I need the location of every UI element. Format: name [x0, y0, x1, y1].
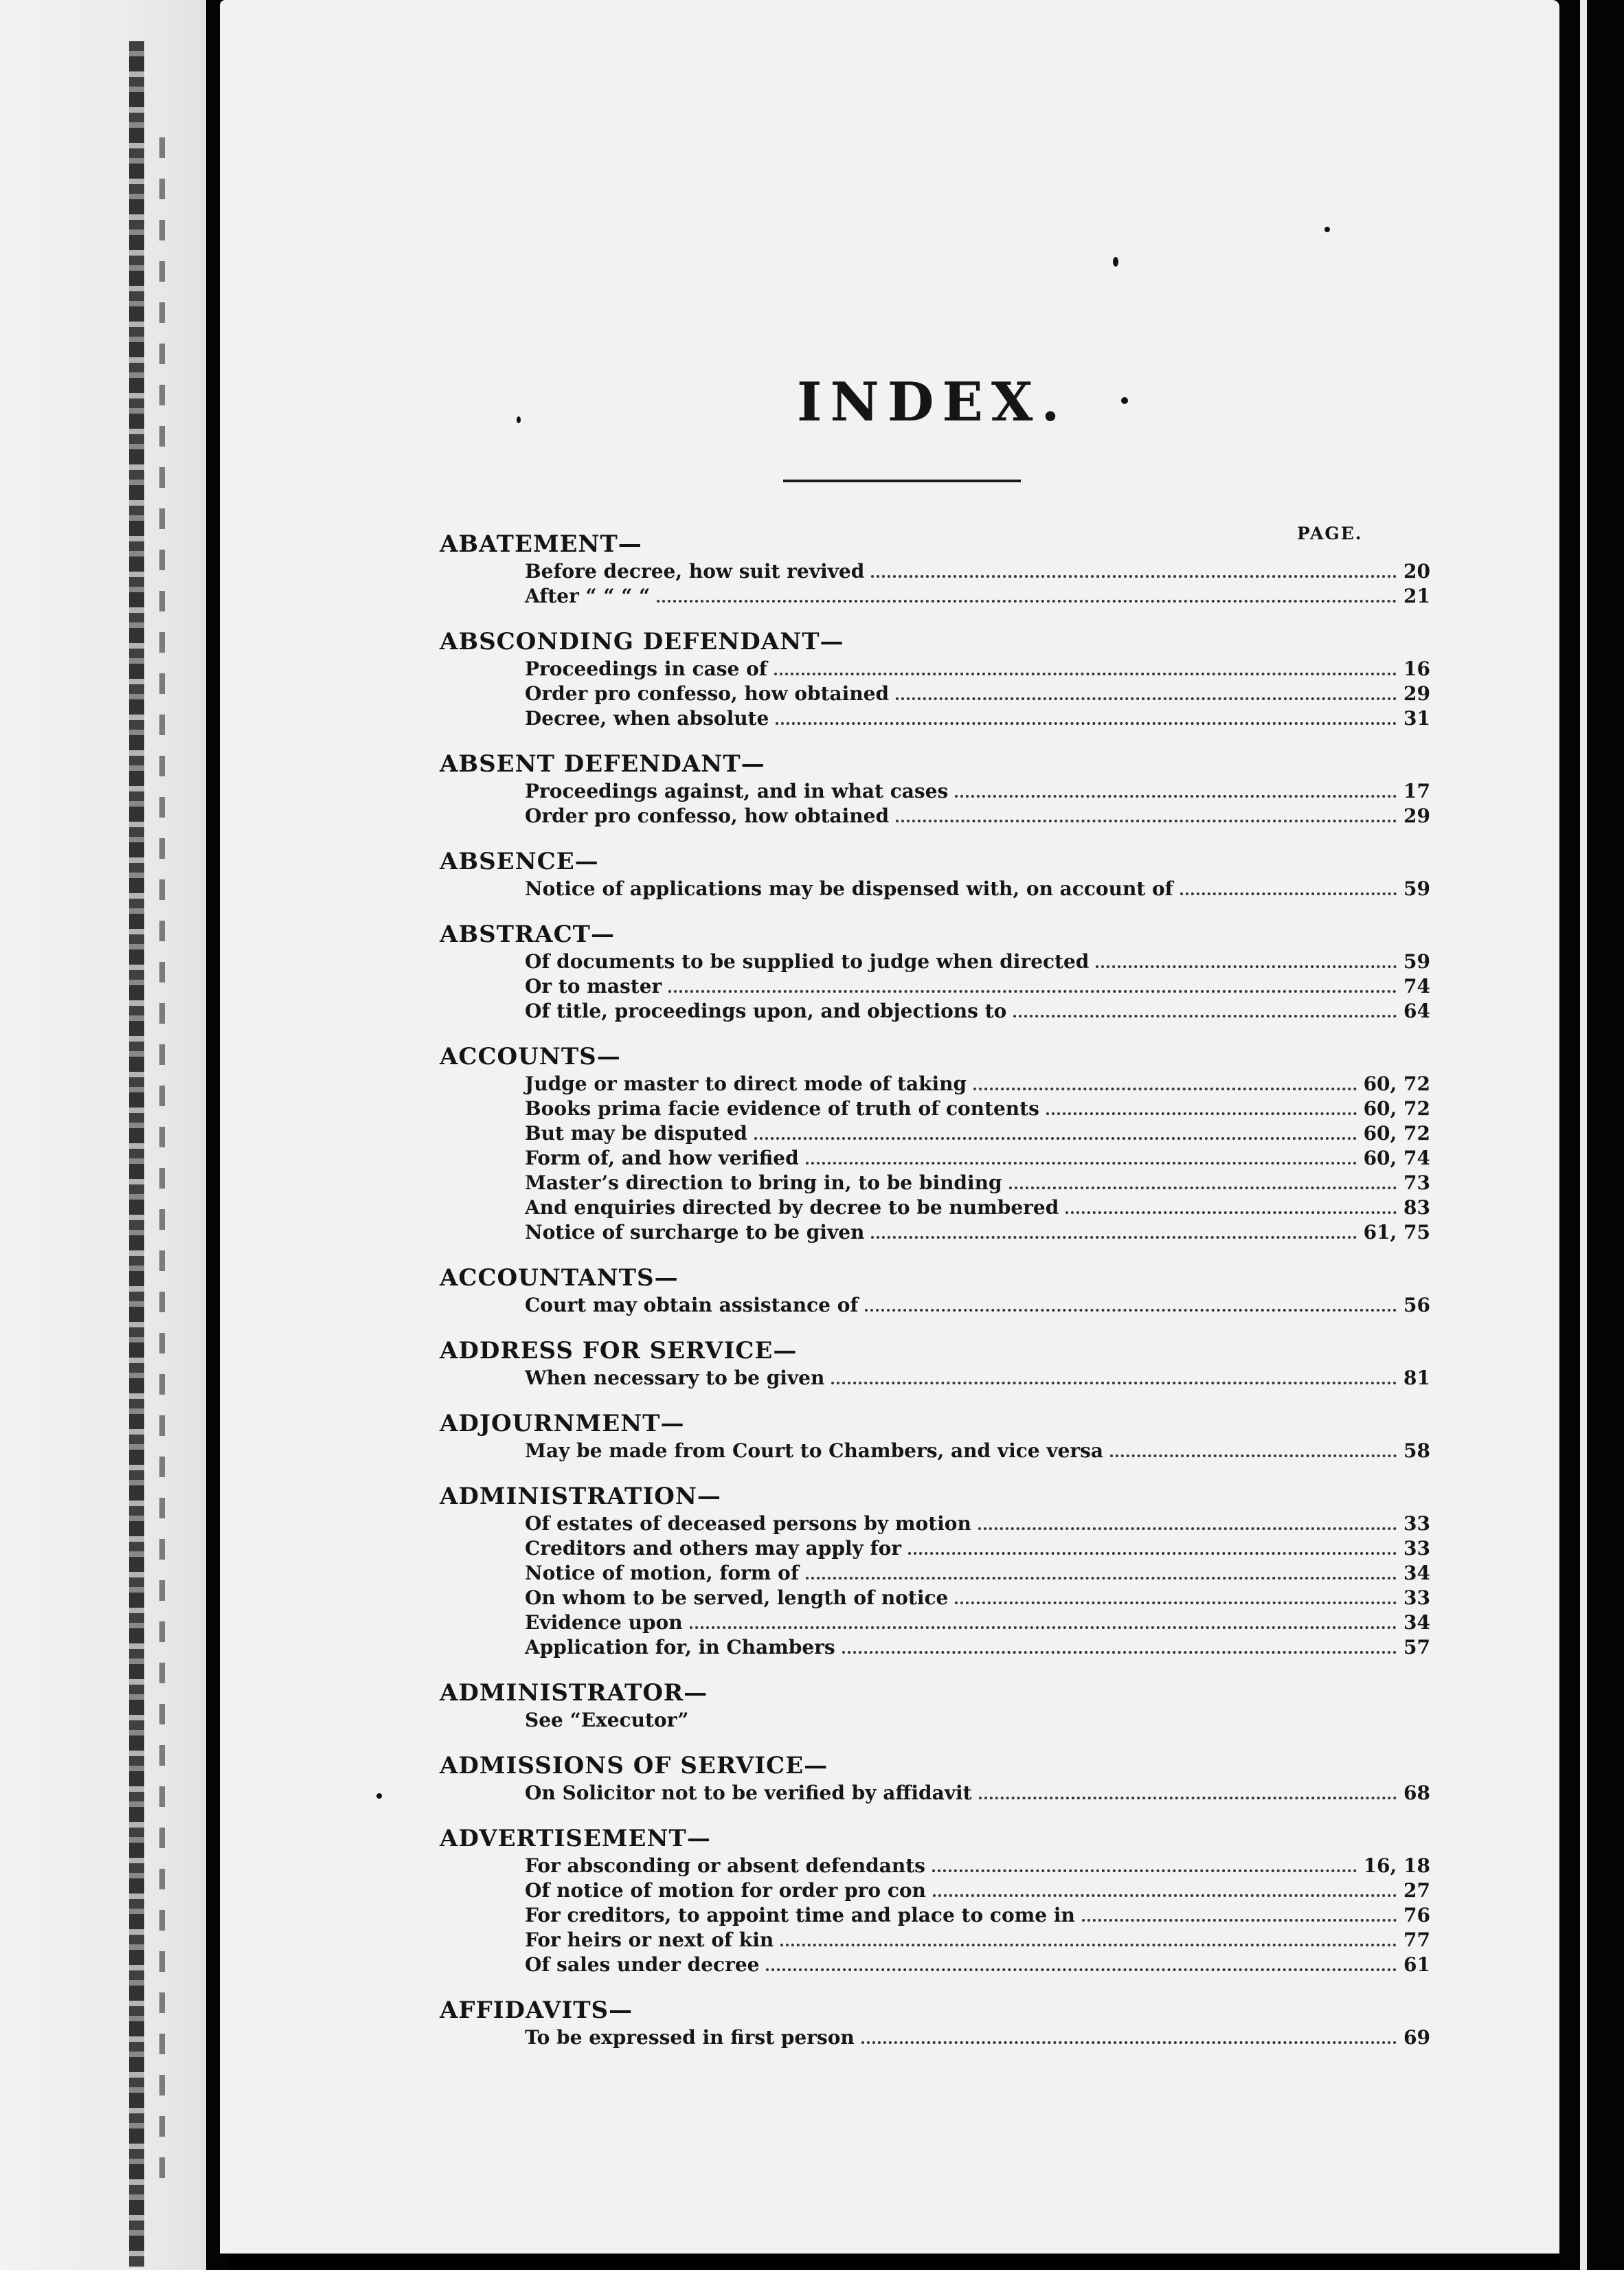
index-entry-page: 76 — [1403, 1904, 1430, 1926]
index-entry-text: For creditors, to appoint time and place to come in — [525, 1904, 1075, 1926]
index-entry-page: 77 — [1403, 1929, 1430, 1951]
index-entry-page: 34 — [1403, 1562, 1430, 1584]
index-heading: ABSTRACT— — [440, 921, 615, 948]
index-entry — [525, 804, 1430, 829]
index-entry — [525, 1928, 1430, 1953]
index-entry-text: Notice of applications may be dispensed with, on account of — [525, 877, 1173, 900]
dot-leader — [955, 795, 1397, 798]
index-entry-page: 60, 72 — [1363, 1122, 1430, 1145]
index-entry-text: Master’s direction to bring in, to be binding — [525, 1171, 1002, 1194]
index-section — [440, 1042, 1430, 1245]
index-entry — [525, 1953, 1430, 1977]
index-section — [440, 1263, 1430, 1318]
index-entry-text: Court may obtain assistance of — [525, 1294, 859, 1316]
dot-leader — [932, 1869, 1357, 1872]
index-entry — [525, 1366, 1430, 1391]
dot-leader — [871, 1236, 1356, 1239]
index-entry — [525, 1293, 1430, 1318]
index-list — [440, 529, 1430, 2068]
index-entry-page: 59 — [1403, 877, 1430, 900]
scan-speck — [1324, 227, 1330, 232]
index-entry-text: Of estates of deceased persons by motion — [525, 1512, 971, 1535]
index-entry-page: 34 — [1403, 1611, 1430, 1634]
dot-leader — [861, 2041, 1397, 2044]
index-entry — [525, 1121, 1430, 1146]
page-right-edge — [1559, 0, 1624, 2270]
index-entry — [525, 1097, 1430, 1121]
index-entry-text: But may be disputed — [525, 1122, 747, 1145]
index-heading: ACCOUNTS— — [440, 1043, 621, 1070]
index-entry — [525, 1536, 1430, 1561]
index-entry — [525, 682, 1430, 706]
index-entry-page: 27 — [1403, 1879, 1430, 1902]
index-entry-page: 33 — [1403, 1537, 1430, 1560]
index-entry — [525, 706, 1430, 731]
index-section — [440, 627, 1430, 731]
dot-leader — [806, 1577, 1397, 1580]
page-title: INDEX. — [797, 371, 1068, 434]
dot-leader — [1096, 965, 1397, 968]
index-entry-text: Of sales under decree — [525, 1953, 760, 1976]
index-entry — [525, 1586, 1430, 1610]
index-entry — [525, 1903, 1430, 1928]
index-section — [440, 529, 1430, 609]
index-entry-text: Decree, when absolute — [525, 707, 769, 730]
index-entry-text: After “ “ “ “ — [525, 585, 651, 607]
index-entry — [525, 779, 1430, 804]
index-entry-text: Notice of surcharge to be given — [525, 1221, 865, 1244]
index-entry — [525, 1610, 1430, 1635]
dot-leader — [1013, 1015, 1397, 1018]
index-entry — [525, 1220, 1430, 1245]
index-entry — [525, 559, 1430, 584]
index-entry-page: 29 — [1403, 682, 1430, 705]
index-entry — [525, 877, 1430, 901]
index-entry — [525, 1146, 1430, 1171]
index-section — [440, 1751, 1430, 1806]
index-heading: ABSENCE— — [440, 848, 599, 875]
index-entry-text: Creditors and others may apply for — [525, 1537, 902, 1560]
index-entry-page: 60, 72 — [1363, 1072, 1430, 1095]
dot-leader — [780, 1944, 1397, 1946]
scan-speck — [1113, 257, 1118, 267]
title-rule — [783, 480, 1021, 482]
index-entry-text: Notice of motion, form of — [525, 1562, 799, 1584]
index-entry — [525, 1439, 1430, 1463]
index-entry-text: Of documents to be supplied to judge when directed — [525, 950, 1090, 973]
dot-leader — [776, 722, 1397, 725]
index-entry-page: 58 — [1403, 1439, 1430, 1462]
index-entry — [525, 1171, 1430, 1195]
index-entry-page: 21 — [1403, 585, 1430, 607]
index-entry-text: Order pro confesso, how obtained — [525, 805, 890, 827]
index-entry — [525, 999, 1430, 1024]
index-section — [440, 749, 1430, 829]
index-entry — [525, 949, 1430, 974]
index-entry-page: 61 — [1403, 1953, 1430, 1976]
index-entry-page: 83 — [1403, 1196, 1430, 1219]
index-entry-text: See “Executor” — [525, 1709, 689, 1731]
index-entry-text: May be made from Court to Chambers, and vice versa — [525, 1439, 1104, 1462]
dot-leader — [896, 697, 1397, 700]
facing-page-strip — [0, 0, 206, 2270]
index-heading: ADJOURNMENT— — [440, 1410, 685, 1437]
index-heading: ABSENT DEFENDANT— — [440, 750, 765, 778]
index-entry-text: Application for, in Chambers — [525, 1636, 835, 1659]
index-entry-text: Books prima facie evidence of truth of contents — [525, 1097, 1039, 1120]
index-entry-text: On whom to be served, length of notice — [525, 1586, 949, 1609]
index-section — [440, 1408, 1430, 1463]
index-heading: ADVERTISEMENT— — [440, 1825, 711, 1852]
index-entry-text: For heirs or next of kin — [525, 1929, 774, 1951]
index-heading: ADDRESS FOR SERVICE— — [440, 1337, 798, 1364]
dot-leader — [1046, 1112, 1357, 1115]
index-entry-page: 61, 75 — [1363, 1221, 1430, 1244]
index-entry-text: Judge or master to direct mode of taking — [525, 1072, 967, 1095]
index-section — [440, 1336, 1430, 1391]
index-heading: AFFIDAVITS— — [440, 1997, 633, 2024]
index-entry-page: 74 — [1403, 975, 1430, 998]
index-entry-page: 60, 74 — [1363, 1147, 1430, 1169]
index-entry-text: Before decree, how suit revived — [525, 560, 865, 583]
index-entry-text: On Solicitor not to be verified by affidavit — [525, 1782, 972, 1804]
index-section — [440, 1995, 1430, 2050]
index-entry-text: Or to master — [525, 975, 662, 998]
dot-leader — [933, 1894, 1397, 1897]
index-entry-page: 16 — [1403, 658, 1430, 680]
index-entry-text: And enquiries directed by decree to be numbered — [525, 1196, 1059, 1219]
index-entry — [525, 1561, 1430, 1586]
scan-speck — [376, 1793, 382, 1799]
dot-leader — [842, 1651, 1397, 1654]
index-entry-page: 33 — [1403, 1512, 1430, 1535]
index-entry-text: Order pro confesso, how obtained — [525, 682, 890, 705]
index-entry-page: 59 — [1403, 950, 1430, 973]
index-entry-page: 16, 18 — [1363, 1854, 1430, 1877]
index-entry — [525, 1195, 1430, 1220]
index-entry-text: Form of, and how verified — [525, 1147, 799, 1169]
index-entry-page: 57 — [1403, 1636, 1430, 1659]
dot-leader — [754, 1137, 1357, 1140]
dot-leader — [896, 820, 1397, 822]
index-entry-text: Evidence upon — [525, 1611, 683, 1634]
dot-leader — [1065, 1211, 1397, 1214]
dot-leader — [871, 575, 1397, 578]
index-section — [440, 1823, 1430, 1977]
dot-leader — [831, 1382, 1397, 1384]
dot-leader — [657, 600, 1397, 603]
dot-leader — [973, 1088, 1356, 1090]
dot-leader — [766, 1968, 1397, 1971]
index-section — [440, 919, 1430, 1024]
index-entry — [525, 1635, 1430, 1660]
index-entry — [525, 1854, 1430, 1878]
index-entry-page: 31 — [1403, 707, 1430, 730]
index-entry-text: When necessary to be given — [525, 1367, 825, 1389]
dot-leader — [668, 990, 1397, 993]
index-entry-text: To be expressed in first person — [525, 2026, 855, 2049]
index-entry-page: 29 — [1403, 805, 1430, 827]
index-entry — [525, 1781, 1430, 1806]
scan-speck — [1121, 397, 1128, 404]
index-entry — [525, 1512, 1430, 1536]
index-heading: ADMINISTRATOR— — [440, 1679, 708, 1707]
index-entry-text: Of notice of motion for order pro con — [525, 1879, 926, 1902]
dot-leader — [1180, 892, 1397, 895]
scan-speck — [517, 416, 521, 423]
index-entry-text: Proceedings against, and in what cases — [525, 780, 949, 802]
index-entry — [525, 1878, 1430, 1903]
index-entry-page: 81 — [1403, 1367, 1430, 1389]
index-entry-page: 69 — [1403, 2026, 1430, 2049]
page-column-label: PAGE. — [1297, 524, 1363, 543]
index-section — [440, 1481, 1430, 1660]
dot-leader — [806, 1162, 1357, 1165]
dot-leader — [908, 1552, 1397, 1555]
index-heading: ACCOUNTANTS— — [440, 1264, 679, 1292]
index-heading: ADMINISTRATION— — [440, 1483, 721, 1510]
index-section — [440, 1678, 1401, 1733]
index-heading: ADMISSIONS OF SERVICE— — [440, 1752, 828, 1779]
facing-page-edge — [129, 41, 144, 2267]
index-entry — [525, 657, 1430, 682]
index-entry — [525, 1072, 1430, 1097]
index-entry — [525, 1708, 1430, 1733]
index-entry-page: 33 — [1403, 1586, 1430, 1609]
dot-leader — [1082, 1919, 1397, 1922]
dot-leader — [690, 1626, 1397, 1629]
index-entry-page: 64 — [1403, 1000, 1430, 1022]
dot-leader — [979, 1797, 1397, 1799]
index-entry-text: Proceedings in case of — [525, 658, 767, 680]
index-entry-page: 73 — [1403, 1171, 1430, 1194]
index-entry-page: 20 — [1403, 560, 1430, 583]
index-entry-text: Of title, proceedings upon, and objections to — [525, 1000, 1007, 1022]
index-heading: ABSCONDING DEFENDANT— — [440, 628, 844, 655]
index-entry-page: 68 — [1403, 1782, 1430, 1804]
dot-leader — [1110, 1454, 1397, 1457]
index-entry-page: 17 — [1403, 780, 1430, 802]
index-section — [440, 846, 1430, 901]
dot-leader — [865, 1309, 1397, 1312]
index-entry-page: 56 — [1403, 1294, 1430, 1316]
index-entry — [525, 974, 1430, 999]
dot-leader — [955, 1602, 1397, 1604]
facing-page-margin-marks — [159, 137, 165, 2199]
dot-leader — [774, 673, 1397, 675]
index-entry — [525, 584, 1430, 609]
dot-leader — [978, 1527, 1397, 1530]
dot-leader — [1009, 1187, 1397, 1189]
index-entry — [525, 2025, 1430, 2050]
index-entry-text: For absconding or absent defendants — [525, 1854, 925, 1877]
index-entry-page: 60, 72 — [1363, 1097, 1430, 1120]
index-heading: ABATEMENT— — [440, 530, 642, 558]
